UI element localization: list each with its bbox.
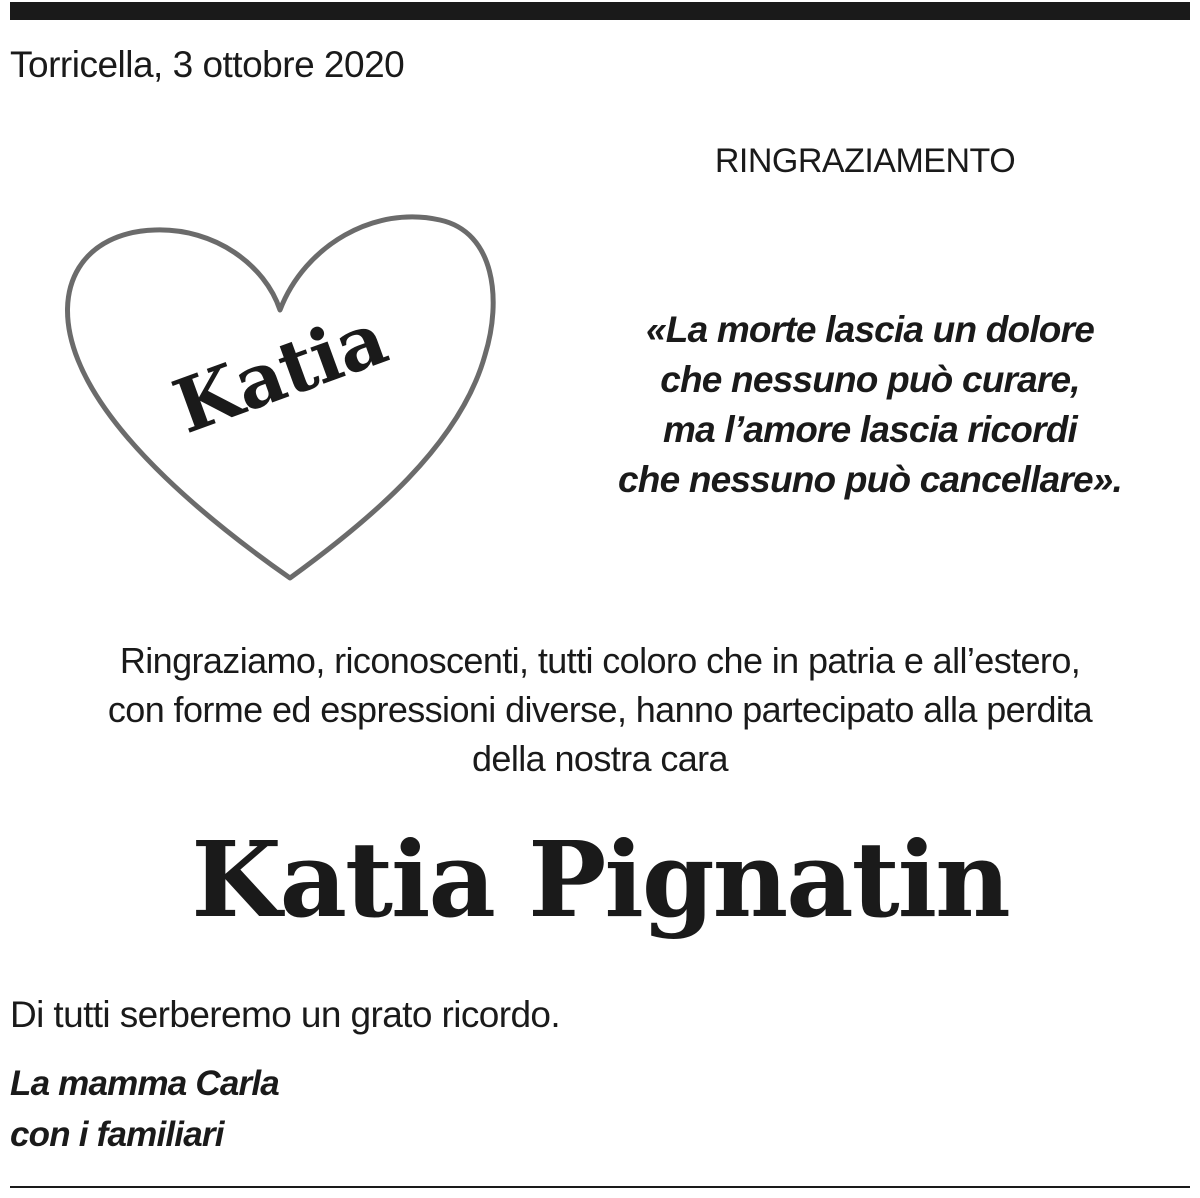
signature-line: La mamma Carla xyxy=(10,1064,279,1103)
thanks-line: Ringraziamo, riconoscenti, tutti coloro che in patria e all’estero, xyxy=(119,640,1081,681)
signature-line: con i familiari xyxy=(10,1115,224,1154)
quote-line: che nessuno può curare, xyxy=(660,359,1080,400)
notice-heading: RINGRAZIAMENTO xyxy=(714,142,1016,180)
heart-name-label: Katia xyxy=(163,295,397,451)
quote-line: che nessuno può cancellare». xyxy=(617,459,1123,500)
closing-sentence: Di tutti serberemo un grato ricordo. xyxy=(10,994,561,1035)
heart-emblem xyxy=(40,210,510,590)
thanks-paragraph xyxy=(20,636,1180,783)
signature-block xyxy=(10,1058,279,1160)
quote-line: «La morte lascia un dolore xyxy=(645,309,1094,350)
bottom-rule xyxy=(10,1186,1190,1188)
deceased-name: Katia Pignatin xyxy=(191,818,1009,941)
thanks-line: della nostra cara xyxy=(472,738,728,779)
thanks-line: con forme ed espressioni diverse, hanno partecipato alla perdita xyxy=(107,689,1093,730)
quote-line: ma l’amore lascia ricordi xyxy=(663,409,1077,450)
top-rule xyxy=(10,2,1190,20)
memorial-quote xyxy=(580,305,1160,505)
dateline: Torricella, 3 ottobre 2020 xyxy=(10,44,405,85)
